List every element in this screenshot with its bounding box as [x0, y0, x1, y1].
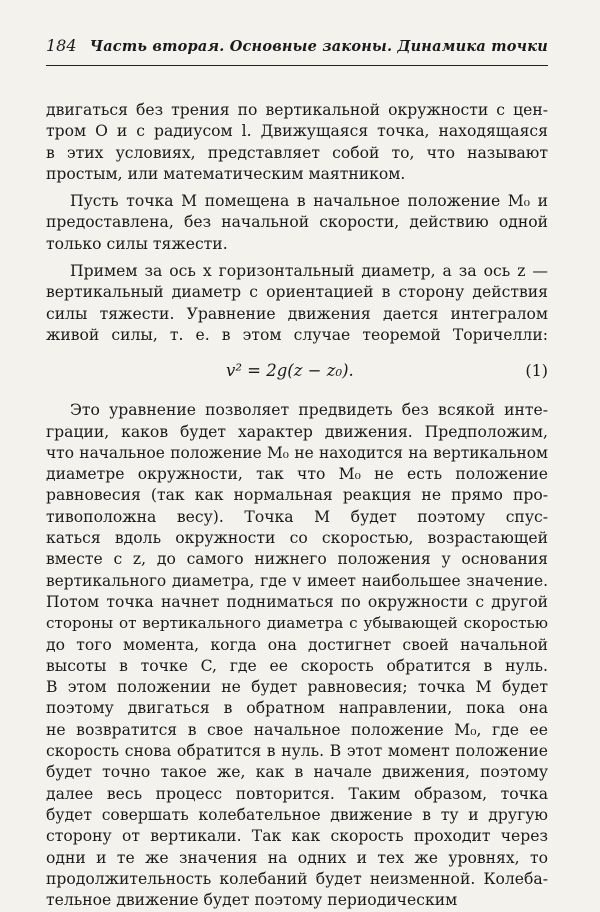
text-line: силы тяжести. Уравнение движения дается интегралом: [46, 304, 548, 323]
text-line: Пусть точка M помещена в начальное положение M₀ и: [70, 192, 548, 211]
paragraph-2: [46, 191, 548, 255]
text-line: предоставлена, без начальной скорости, действию одной: [46, 213, 548, 232]
text-line: далее весь процесс повторится. Таким образом, точка: [46, 784, 548, 803]
text-line: в этих условиях, представляет собой то, что называют: [46, 143, 548, 162]
text-line: продолжительность колебаний будет неизменной. Колеба-: [46, 869, 548, 888]
page-body: [46, 100, 548, 911]
book-page: [46, 36, 548, 911]
text-line: вертикального диаметра, где v имеет наибольшее значение.: [46, 571, 548, 590]
text-line: тивоположна весу). Точка M будет поэтому спус-: [46, 507, 548, 526]
text-line: грации, каков будет характер движения. Предположим,: [46, 422, 548, 441]
text-line: вертикальный диаметр с ориентацией в сторону действия: [46, 283, 548, 302]
text-line: двигаться без трения по вертикальной окружности с цен-: [46, 101, 548, 119]
text-line: тельное движение будет поэтому периодическим: [46, 891, 458, 910]
text-line: будет совершать колебательное движение в ту и другую: [46, 805, 548, 824]
text-line: скорость снова обратится в нуль. В этот момент положение: [46, 742, 548, 761]
paragraph-4: [46, 400, 548, 911]
equation-number: (1): [525, 361, 548, 381]
text-line: только силы тяжести.: [46, 234, 228, 253]
page-number: 184: [46, 36, 77, 55]
text-line: Это уравнение позволяет предвидеть без всякой инте-: [70, 401, 548, 420]
text-line: вместе с z, до самого нижнего положения у основания: [46, 550, 548, 569]
text-line: каться вдоль окружности со скоростью, возрастающей: [46, 529, 548, 548]
text-line: простым, или математическим маятником.: [46, 164, 406, 183]
text-line: диаметре окружности, так что M₀ не есть положение: [46, 465, 548, 484]
paragraph-1: [46, 100, 548, 185]
text-line: высоты в точке C, где ее скорость обратится в нуль.: [46, 656, 548, 675]
text-line: одни и те же значения на одних и тех же уровнях, то: [46, 848, 548, 867]
equation-row: [46, 346, 548, 400]
text-line: В этом положении не будет равновесия; точка M будет: [46, 678, 548, 697]
text-line: до того момента, когда она достигнет своей начальной: [46, 635, 548, 654]
text-line: Потом точка начнет подниматься по окружности с другой: [46, 592, 548, 611]
text-line: не возвратится в свое начальное положение M₀, где ее: [46, 720, 548, 739]
text-line: сторону от вертикали. Так как скорость проходит через: [46, 827, 548, 846]
equation: v² = 2g(z − z₀).: [226, 361, 354, 381]
text-line: тром O и с радиусом l. Движущаяся точка, находящаяся: [46, 122, 548, 141]
text-line: стороны от вертикального диаметра с убывающей скоростью: [46, 614, 548, 633]
text-line: что начальное положение M₀ не находится на вертикальном: [46, 443, 548, 462]
text-line: поэтому двигаться в обратном направлении, пока она: [46, 699, 548, 718]
running-header: [46, 36, 548, 66]
text-line: будет точно такое же, как в начале движения, поэтому: [46, 763, 548, 782]
paragraph-3: [46, 261, 548, 346]
text-line: Примем за ось x горизонтальный диаметр, а за ось z —: [70, 262, 548, 281]
text-line: живой силы, т. е. в этом случае теоремой Торичелли:: [46, 325, 548, 344]
text-line: равновесия (так как нормальная реакция не прямо про-: [46, 486, 548, 505]
running-title: Часть вторая. Основные законы. Динамика точки: [89, 38, 548, 55]
